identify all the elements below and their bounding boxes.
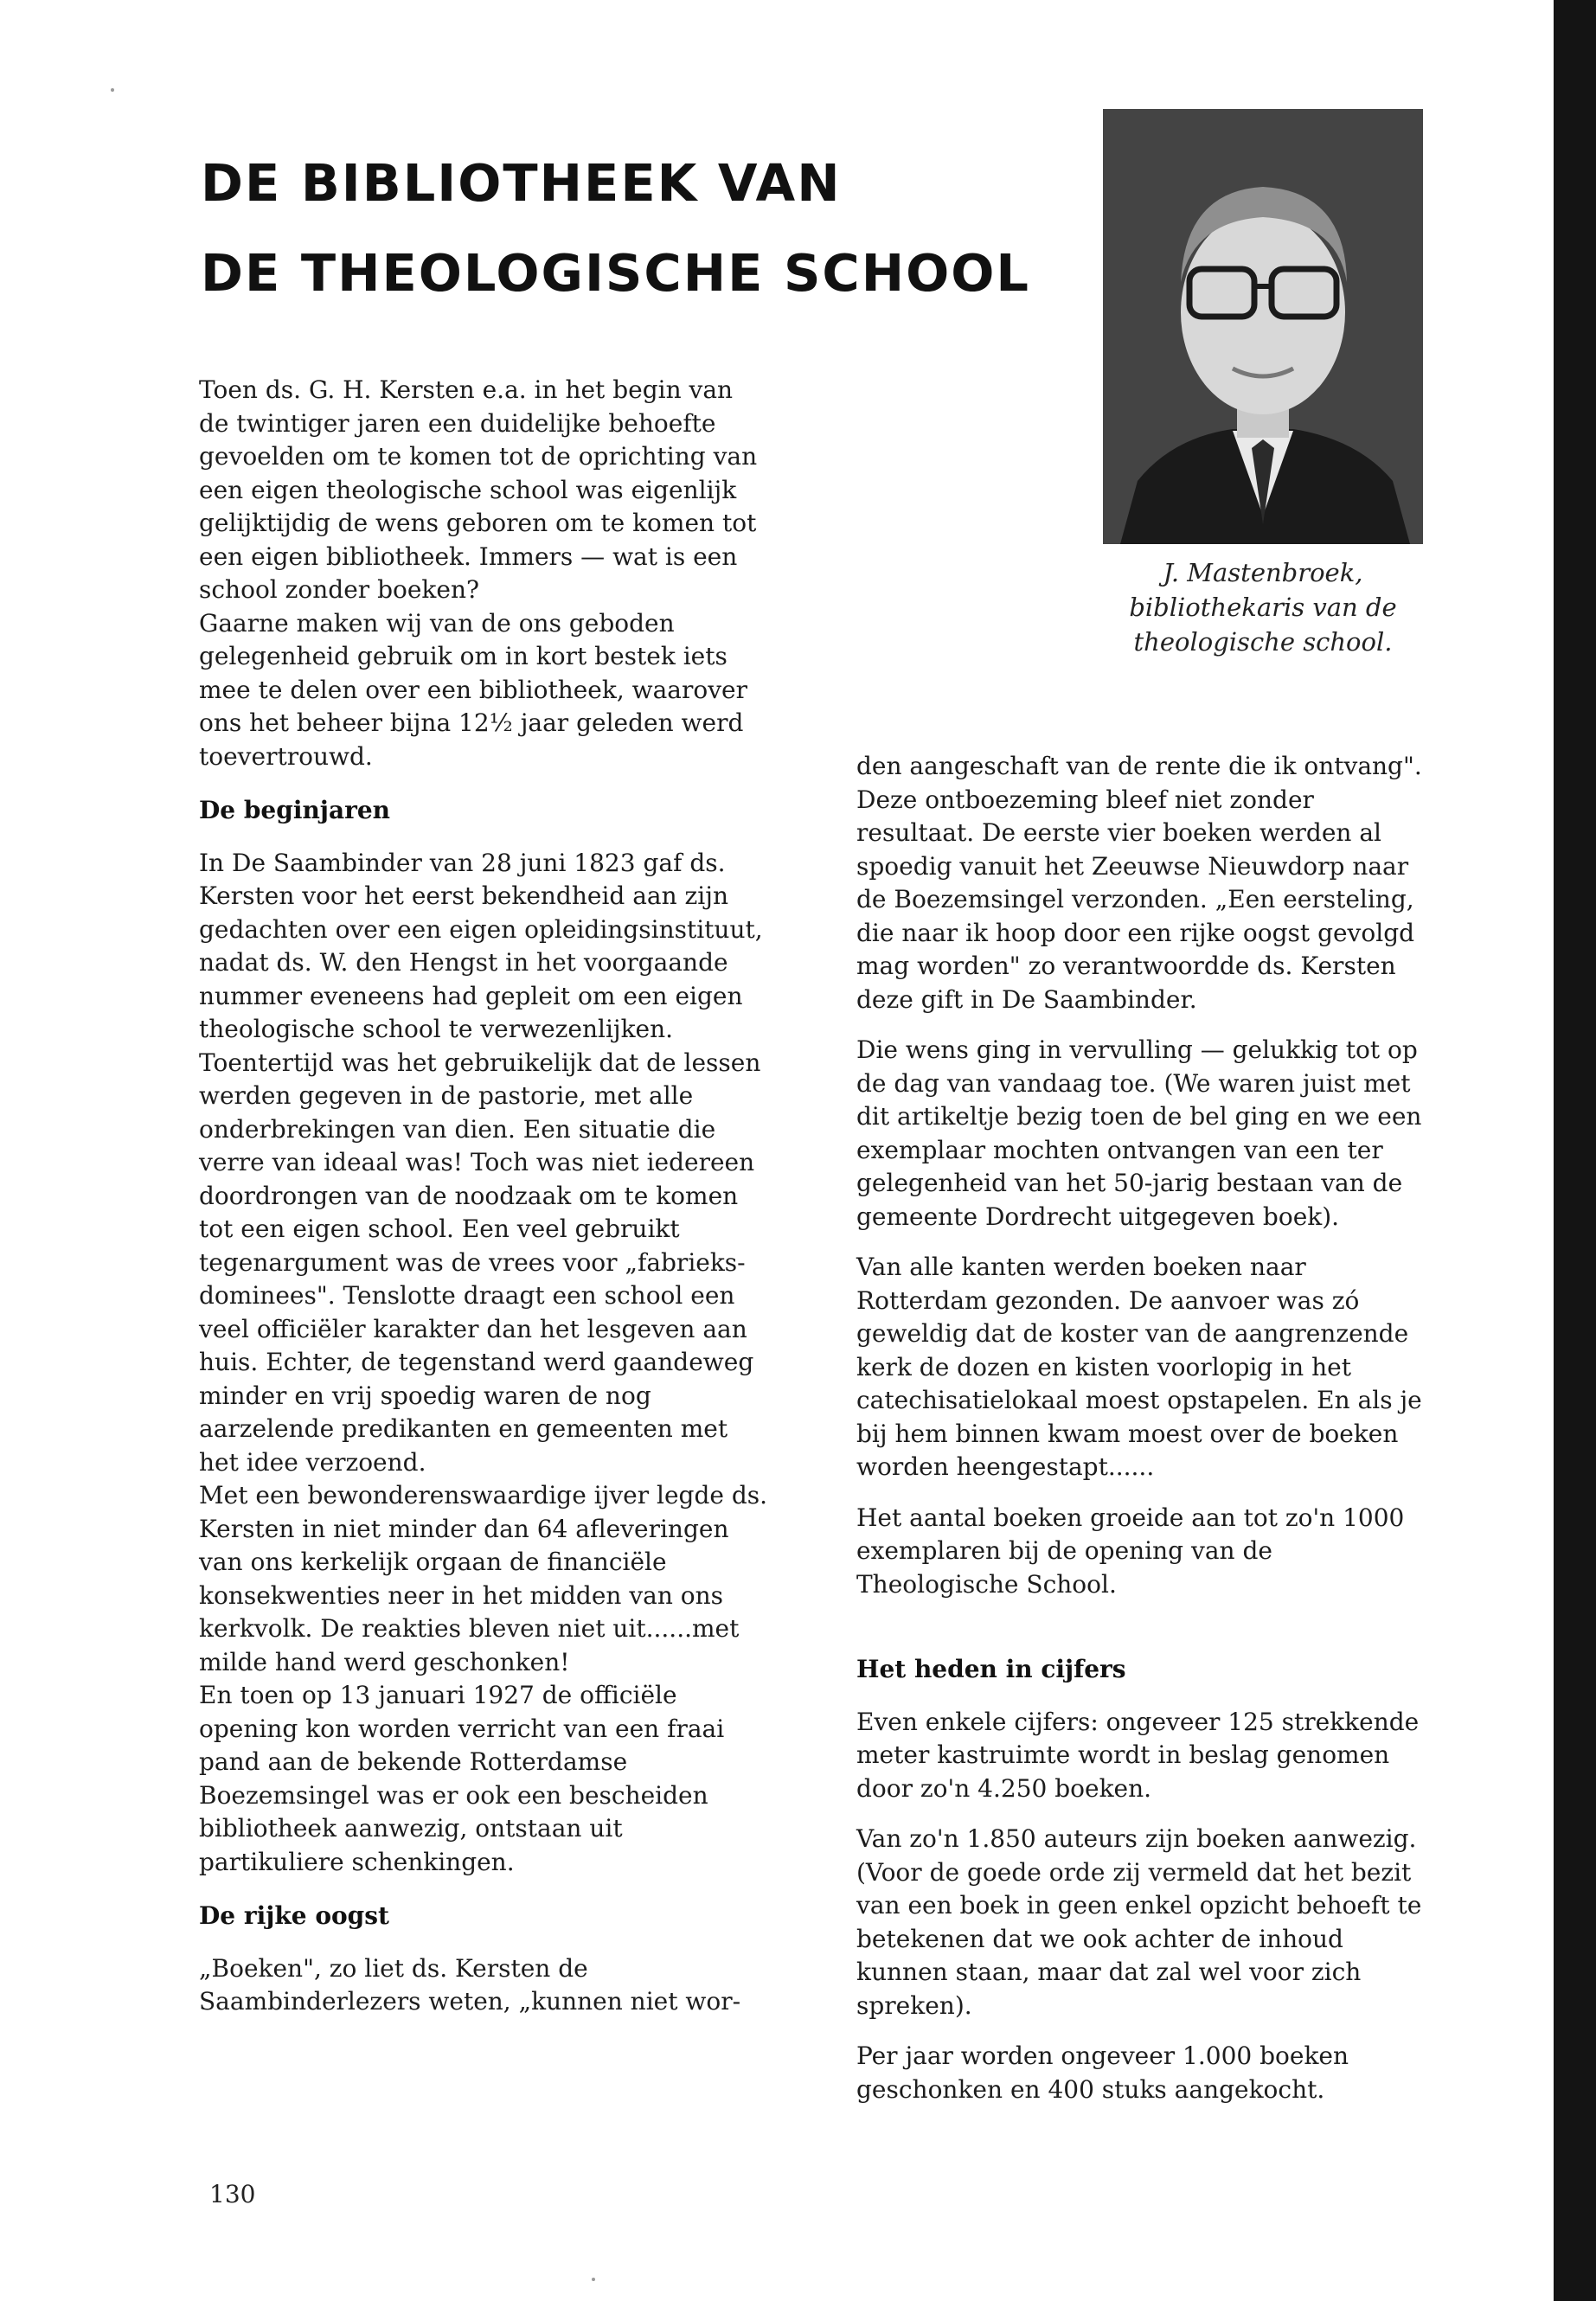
intro-paragraph-1: Toen ds. G. H. Kersten e.a. in het begin van de twintiger jaren een duidelijke behoefte gevoelden om te komen tot de oprichting van een eigen theologische school was eigenlijk gelijktijdig de wens geboren om te komen tot een eigen bibliotheek. Immers — wat is een school zonder boeken? <box>199 375 758 604</box>
portrait-illustration <box>1103 109 1423 544</box>
left-column <box>199 374 770 2019</box>
page-binding-edge <box>1554 0 1596 2301</box>
heden-paragraph-1: Even enkele cijfers: ongeveer 125 strekkende meter kastruimte wordt in beslag genomen door zo'n 4.250 boeken. <box>856 1707 1420 1803</box>
caption-name: J. Mastenbroek, <box>1163 558 1363 587</box>
scan-speck <box>111 88 114 92</box>
rijke-oogst-paragraph-2: Die wens ging in vervulling — gelukkig tot op de dag van vandaag toe. (We waren juist met dit artikeltje bezig toen de bel ging en we een exemplaar mochten ontvangen van een ter gelegenheid van het 50-jarig bestaan van de gemeente Dordrecht uitgegeven boek). <box>856 1035 1422 1231</box>
caption-institution: theologische school. <box>1133 627 1393 657</box>
beginjaren-paragraph-4: En toen op 13 januari 1927 de officiële opening kon worden verricht van een fraai pand aan de bekende Rotterdamse Boezemsingel was er ook een bescheiden bibliotheek aanwezig, ontstaan uit partikuliere schenkingen. <box>199 1681 725 1876</box>
section-heading-heden: Het heden in cijfers <box>856 1655 1126 1683</box>
page-number: 130 <box>209 2180 256 2208</box>
intro-paragraph-2: Gaarne maken wij van de ons geboden gelegenheid gebruik om in kort bestek iets mee te delen over een bibliotheek, waarover ons het beheer bijna 12½ jaar geleden werd toevertrouwd. <box>199 608 748 771</box>
article-title <box>201 138 1030 318</box>
right-column <box>856 750 1427 2106</box>
beginjaren-paragraph-3: Met een bewonderenswaardige ijver legde ds. Kersten in niet minder dan 64 afleveringen van ons kerkelijk orgaan de financiële konsekwenties neer in het midden van ons kerkvolk. De reakties bleven niet uit......met milde hand werd geschonken! <box>199 1481 768 1676</box>
section-heading-rijke-oogst: De rijke oogst <box>199 1901 389 1930</box>
title-line-2: DE THEOLOGISCHE SCHOOL <box>201 243 1031 303</box>
title-line-1: DE BIBLIOTHEEK VAN <box>201 153 842 213</box>
beginjaren-paragraph-2: Toentertijd was het gebruikelijk dat de lessen werden gegeven in de pastorie, met alle onderbrekingen van dien. Een situatie die verre van ideaal was! Toch was niet iedereen doordrongen van de noodzaak om te komen tot een eigen school. Een veel gebruikt tegenargument was de vrees voor „fabrieks-dominees". Tenslotte draagt een school een veel officiëler karakter dan het lesgeven aan huis. Echter, de tegenstand werd gaandeweg minder en vrij spoedig waren de nog aarzelende predikanten en gemeenten met het idee verzoend. <box>199 1048 761 1477</box>
portrait-photo <box>1103 109 1423 544</box>
beginjaren-paragraph-1: In De Saambinder van 28 juni 1823 gaf ds. Kersten voor het eerst bekendheid aan zijn gedachten over een eigen opleidingsinstituut, nadat ds. W. den Hengst in het voorgaande nummer eveneens had gepleit om een eigen theologische school te verwezenlijken. <box>199 848 763 1043</box>
rijke-oogst-paragraph-1-start: „Boeken", zo liet ds. Kersten de Saambinderlezers weten, „kunnen niet wor- <box>199 1953 741 2016</box>
rijke-oogst-paragraph-1-end: den aangeschaft van de rente die ik ontvang". Deze ontboezeming bleef niet zonder resultaat. De eerste vier boeken werden al spoedig vanuit het Zeeuwse Nieuwdorp naar de Boezemsingel verzonden. „Een eersteling, die naar ik hoop door een rijke oogst gevolgd mag worden" zo verantwoordde ds. Kersten deze gift in De Saambinder. <box>856 752 1422 1014</box>
scan-speck <box>592 2278 595 2281</box>
rijke-oogst-paragraph-4: Het aantal boeken groeide aan tot zo'n 1000 exemplaren bij de opening van de Theologische School. <box>856 1503 1405 1599</box>
rijke-oogst-paragraph-3: Van alle kanten werden boeken naar Rotterdam gezonden. De aanvoer was zó geweldig dat de koster van de aangrenzende kerk de dozen en kisten voorlopig in het catechisatielokaal moest opstapelen. En als je bij hem binnen kwam moest over de boeken worden heengestapt...... <box>856 1253 1422 1481</box>
heden-paragraph-2: Van zo'n 1.850 auteurs zijn boeken aanwezig. (Voor de goede orde zij vermeld dat het bezit van een boek in geen enkel opzicht behoeft te betekenen dat we ook achter de inhoud kunnen staan, maar dat zal wel voor zich spreken). <box>856 1824 1422 2020</box>
heden-paragraph-3: Per jaar worden ongeveer 1.000 boeken geschonken en 400 stuks aangekocht. <box>856 2041 1349 2104</box>
photo-caption <box>1064 555 1462 659</box>
caption-role: bibliothekaris van de <box>1129 593 1397 622</box>
section-heading-beginjaren: De beginjaren <box>199 796 391 824</box>
